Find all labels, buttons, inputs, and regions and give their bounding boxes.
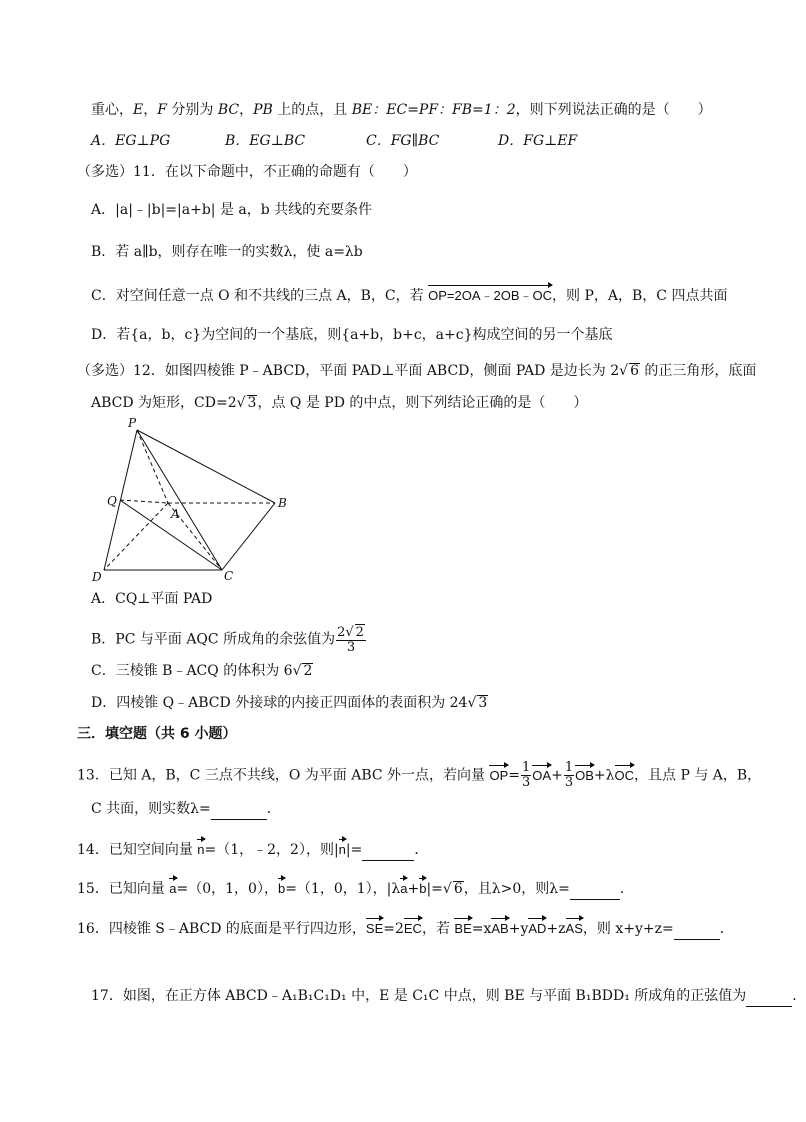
q14-end: ．	[414, 842, 429, 858]
section-heading: 三．填空题（共 6 小题）	[77, 726, 237, 742]
q13-vec-ob: OB	[575, 764, 594, 786]
q14-mid: =（1，﹣2，2），则|	[204, 842, 339, 858]
q13-eq: =	[508, 767, 521, 784]
label-p: P	[128, 416, 137, 430]
q12-b-fraction: $\frac{2√ 2}{3}$	[337, 625, 364, 655]
q11-option-b[interactable]	[91, 242, 363, 262]
label-a: A	[171, 507, 180, 521]
q11-b-text: a∥b，则存在唯一的实数λ，使 a=λb	[133, 244, 363, 260]
q16-vec-as: AS	[566, 917, 583, 939]
q14-post: |=	[345, 842, 363, 858]
q16-eq2: =x	[471, 921, 492, 937]
q12-stem-line2: ABCD 为矩形，CD=2√ 3，点 Q 是 PD 的中点，则下列结论正确的是（ ）	[91, 395, 588, 411]
q15: 15．已知向量 a=（0，1，0），b=（1，0，1），|λa+b|=√ 6，且λ>0，则λ= ．	[77, 877, 634, 900]
q10-continuation	[91, 100, 712, 120]
q13-frac1-den: 3	[522, 775, 531, 790]
q10-text-c: 上的点，且	[272, 102, 352, 118]
edge-cb	[222, 503, 275, 570]
q10-text-b: 分别为	[166, 102, 218, 118]
q15-vec-a: a	[169, 877, 176, 899]
edge-ad-hidden	[104, 503, 168, 570]
q17-end: ．	[792, 988, 806, 1004]
q16-eq1: =2	[383, 921, 404, 937]
q12-option-c[interactable]: C．三棱锥 B﹣ACQ 的体积为 6√ 2	[91, 663, 313, 679]
q15-end: ．	[619, 881, 634, 897]
q15-vec-a2: a	[400, 877, 407, 899]
q11-b-prefix: B．若	[91, 244, 134, 260]
q10-segment-bc: BC	[217, 102, 240, 118]
q13-plus1: +	[551, 767, 563, 784]
q13-end: ．	[266, 801, 281, 817]
q10-point-f: F	[157, 102, 167, 118]
q11-a-prefix: A．	[91, 202, 116, 218]
q15-b-val: =（1，0，1），|λ	[285, 881, 401, 897]
q16-pre: 16．四棱锥 S﹣ABCD 的底面是平行四边形，	[77, 921, 366, 937]
q11-a-text: |a|﹣|b|=|a+b| 是 a，b 共线的充要条件	[115, 202, 373, 218]
q14-vec-n2: n	[339, 838, 346, 860]
label-q: Q	[107, 494, 117, 508]
q17-answer-blank[interactable]	[746, 986, 792, 1007]
q10-option-c[interactable]: C．FG∥BC	[366, 133, 440, 149]
q12-d-rad: 3	[478, 695, 488, 711]
q10-ratio: BE：EC=PF：FB=1：2	[351, 102, 516, 118]
q12-c-text: C．三棱锥 B﹣ACQ 的体积为 6	[91, 663, 293, 679]
q13-text-a: 13．已知 A，B，C 三点不共线，O 为平面 ABC 外一点，若向量	[77, 767, 490, 784]
q11-option-d[interactable]: D．若{a，b，c}为空间的一个基底，则{a+b，b+c，a+c}构成空间的另一个基底	[91, 327, 613, 343]
q13-vec-op: OP	[489, 764, 508, 786]
q15-vec-b2: b	[419, 877, 426, 899]
q12-stem2-b: ，点 Q 是 PD 的中点，则下列结论正确的是（ ）	[257, 395, 588, 411]
q16-vec-ad: AD	[528, 917, 546, 939]
q13-frac1-num: 1	[522, 760, 531, 775]
q10-text-a: 重心，	[91, 102, 133, 118]
q13-frac2-num: 1	[564, 760, 574, 775]
q12-b-text: B．PC 与平面 AQC 所成角的余弦值为	[91, 631, 336, 648]
q12-option-b[interactable]	[91, 624, 367, 655]
q16-vec-se: SE	[366, 917, 383, 939]
q16-p2: +z	[546, 921, 566, 937]
q16-answer-blank[interactable]	[674, 919, 720, 940]
q14-answer-blank[interactable]	[362, 840, 414, 861]
q16-vec-be: BE	[454, 917, 471, 939]
q13-answer-blank[interactable]	[211, 799, 267, 820]
q12-stem-b: 的正三角形，底面	[639, 363, 757, 379]
q13-frac-1	[521, 761, 531, 790]
q10-sep1: ，	[143, 102, 158, 118]
q12-stem-line1: （多选）12．如图四棱锥 P﹣ABCD，平面 PAD⊥平面 ABCD，侧面 PAD 是边长为 2√ 6 的正三角形，底面	[77, 363, 757, 379]
q16	[77, 917, 734, 940]
q16-p1: +y	[508, 921, 529, 937]
edge-pa-hidden	[137, 430, 168, 503]
q11-stem: （多选）11．在以下命题中，不正确的命题有（ ）	[77, 164, 417, 180]
q16-post: ，则 x+y+z=	[582, 921, 674, 937]
q12-option-a[interactable]: A．CQ⊥平面 PAD	[91, 591, 213, 607]
q15-post: ，且λ>0，则λ=	[463, 881, 570, 897]
q10-option-b[interactable]: B．EG⊥BC	[225, 133, 306, 149]
q13-vec-oc: OC	[615, 764, 635, 786]
q10-option-a[interactable]: A．EG⊥PG	[91, 133, 171, 149]
q15-plus: +	[407, 881, 420, 897]
q17	[91, 986, 806, 1007]
q13-vec-oa: OA	[532, 764, 551, 786]
label-d: D	[92, 570, 102, 584]
q10-point-e: E	[133, 102, 144, 118]
q12-b-num-coef: 2	[337, 625, 346, 640]
q12-b-den: 3	[346, 640, 356, 655]
q11-c-vector-eq: OP=2OA﹣2OB﹣OC	[428, 284, 552, 306]
q12-stem2-a: ABCD 为矩形，CD=2	[91, 395, 237, 411]
q16-vec-ec: EC	[404, 917, 422, 939]
q13-text-b: ，且点 P 与 A，B，	[634, 767, 762, 784]
q15-rad: 6	[453, 881, 463, 897]
q10-sep2: ，	[239, 102, 254, 118]
q11-c-suffix: ，则 P，A，B，C 四点共面	[552, 288, 728, 304]
q15-pre: 15．已知向量	[77, 881, 170, 897]
q17-text: 17．如图，在正方体 ABCD﹣A₁B₁C₁D₁ 中，E 是 C₁C 中点，则 BE 与平面 B₁BDD₁ 所成角的正弦值为	[91, 988, 747, 1004]
q13-line2-text: C 共面，则实数λ=	[91, 801, 211, 817]
q10-segment-pb: PB	[253, 102, 273, 118]
q16-vec-ab: AB	[491, 917, 508, 939]
edge-pb	[137, 430, 275, 503]
q15-answer-blank[interactable]	[570, 879, 620, 900]
q15-abs-end: |=	[426, 881, 443, 897]
q15-a-val: =（0，1，0），	[176, 881, 278, 897]
q13-frac2-den: 3	[564, 775, 574, 790]
q16-mid: ，若	[421, 921, 455, 937]
q12-stem2-rad: 3	[247, 395, 257, 411]
q11-c-prefix: C．对空间任意一点 O 和不共线的三点 A，B，C，若	[91, 288, 429, 304]
q11-option-c[interactable]	[91, 284, 727, 306]
q12-b-num-rad: 2	[355, 625, 364, 640]
q13-line2	[91, 799, 281, 820]
q12-d-text: D．四棱锥 Q﹣ABCD 外接球的内接正四面体的表面积为 24	[91, 695, 468, 711]
edge-qa-hidden	[120, 500, 168, 503]
q12-stem-a: （多选）12．如图四棱锥 P﹣ABCD，平面 PAD⊥平面 ABCD，侧面 PAD 是边长为 2	[77, 363, 620, 379]
q12-stem-rad: 6	[630, 363, 639, 379]
q10-option-d[interactable]: D．FG⊥EF	[498, 133, 578, 149]
q12-c-rad: 2	[303, 663, 313, 679]
q14-pre: 14．已知空间向量	[77, 842, 198, 858]
q13-line1	[77, 761, 761, 790]
edge-pc	[137, 430, 222, 570]
q12-option-d[interactable]: D．四棱锥 Q﹣ABCD 外接球的内接正四面体的表面积为 24√ 3	[91, 695, 488, 711]
q10-text-d: ，则下列说法正确的是（ ）	[515, 102, 712, 118]
label-c: C	[224, 569, 234, 583]
label-b: B	[278, 496, 287, 510]
q11-option-a[interactable]	[91, 200, 372, 220]
q13-frac-2	[564, 761, 574, 790]
q16-end: ．	[719, 921, 734, 937]
q14-vec-n: n	[197, 838, 204, 860]
q15-vec-b: b	[278, 877, 285, 899]
q13-plus2: +λ	[593, 767, 615, 784]
pyramid-figure	[84, 414, 294, 586]
q14	[77, 838, 428, 861]
